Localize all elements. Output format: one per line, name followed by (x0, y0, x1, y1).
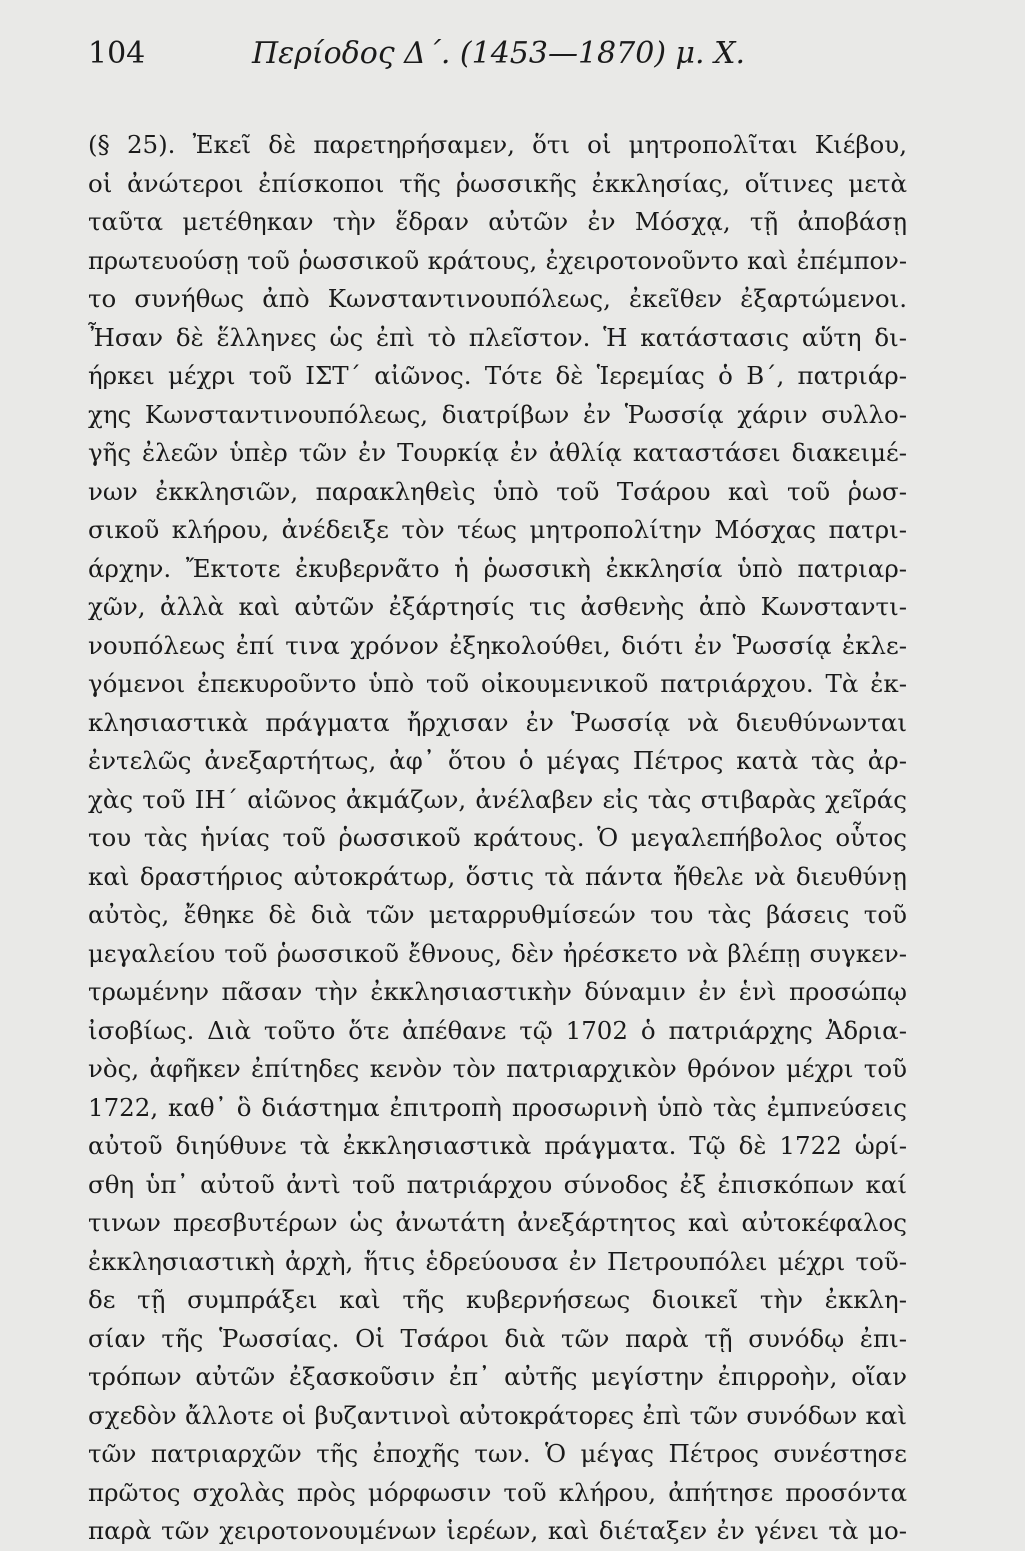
text-line: το συνήθως ἀπὸ Κωνσταντινουπόλεως, ἐκεῖθεν ἐξαρτώμενοι. (88, 284, 907, 313)
text-line: παρὰ τῶν χειροτονουμένων ἱερέων, καὶ διέταξεν ἐν γένει τὰ μο- (88, 1516, 907, 1545)
text-line: γόμενοι ἐπεκυροῦντο ὑπὸ τοῦ οἰκουμενικοῦ πατριάρχου. Τὰ ἐκ- (88, 669, 907, 698)
text-line: ταῦτα μετέθηκαν τὴν ἕδραν αὐτῶν ἐν Μόσχᾳ, τῇ ἀποβάσῃ (88, 207, 907, 236)
text-line: 1722, καθ᾽ ὃ διάστημα ἐπιτροπὴ προσωρινὴ ὑπὸ τὰς ἐμπνεύσεις (88, 1092, 907, 1122)
text-line: τῶν πατριαρχῶν τῆς ἐποχῆς των. Ὁ μέγας Πέτρος συνέστησε (88, 1439, 907, 1468)
text-line: πρωτευούσῃ τοῦ ῥωσσικοῦ κράτους, ἐχειροτονοῦντο καὶ ἐπέμπον- (88, 246, 907, 275)
text-line: χῶν, ἀλλὰ καὶ αὐτῶν ἐξάρτησίς τις ἀσθενὴς ἀπὸ Κωνσταντι- (88, 592, 907, 621)
text-line: νων ἐκκλησιῶν, παρακληθεὶς ὑπὸ τοῦ Τσάρου καὶ τοῦ ῥωσ- (88, 476, 907, 506)
text-line: νὸς, ἀφῆκεν ἐπίτηδες κενὸν τὸν πατριαρχικὸν θρόνον μέχρι τοῦ (88, 1054, 907, 1083)
text-line: τρωμένην πᾶσαν τὴν ἐκκλησιαστικὴν δύναμιν ἐν ἑνὶ προσώπῳ (88, 977, 907, 1006)
text-line: χης Κωνσταντινουπόλεως, διατρίβων ἐν Ῥωσσίᾳ χάριν συλλο- (88, 399, 907, 429)
text-line: μεγαλείου τοῦ ῥωσσικοῦ ἔθνους, δὲν ἠρέσκετο νὰ βλέπῃ συγκεν- (88, 938, 907, 968)
page-number: 104 (88, 36, 146, 71)
body-text (88, 126, 907, 1551)
text-line: σίαν τῆς Ῥωσσίας. Οἱ Τσάροι διὰ τῶν παρὰ τῇ συνόδῳ ἐπι- (88, 1323, 907, 1353)
text-line: οἱ ἀνώτεροι ἐπίσκοποι τῆς ῥωσσικῆς ἐκκλησίας, οἵτινες μετὰ (88, 168, 907, 198)
text-line: αὐτὸς, ἔθηκε δὲ διὰ τῶν μεταρρυθμίσεών του τὰς βάσεις τοῦ (88, 900, 907, 929)
text-line: ἐκκλησιαστικὴ ἀρχὴ, ἥτις ἑδρεύουσα ἐν Πετρουπόλει μέχρι τοῦ- (88, 1246, 907, 1276)
text-line: δε τῇ συμπράξει καὶ τῆς κυβερνήσεως διοικεῖ τὴν ἐκκλη- (88, 1285, 907, 1314)
running-title: Περίοδος Δ΄. (1453—1870) μ. Χ. (252, 36, 746, 71)
text-line: καὶ δραστήριος αὐτοκράτωρ, ὅστις τὰ πάντα ἤθελε νὰ διευθύνῃ (88, 861, 907, 891)
text-line: (§ 25). Ἐκεῖ δὲ παρετηρήσαμεν, ὅτι οἱ μητροπολῖται Κιέβου, (88, 130, 907, 159)
text-line: αὐτοῦ διηύθυνε τὰ ἐκκλησιαστικὰ πράγματα. Τῷ δὲ 1722 ὡρί- (88, 1131, 907, 1160)
text-line: νουπόλεως ἐπί τινα χρόνον ἐξηκολούθει, διότι ἐν Ῥωσσίᾳ ἐκλε- (88, 630, 907, 660)
page-header (88, 36, 907, 106)
text-line: κλησιαστικὰ πράγματα ἤρχισαν ἐν Ῥωσσίᾳ νὰ διευθύνωνται (88, 707, 907, 737)
text-line: πρῶτος σχολὰς πρὸς μόρφωσιν τοῦ κλήρου, ἀπήτησε προσόντα (88, 1477, 907, 1507)
text-line: τρόπων αὐτῶν ἐξασκοῦσιν ἐπ᾽ αὐτῆς μεγίστην ἐπιρροὴν, οἵαν (88, 1362, 907, 1391)
text-line: άρχην. Ἔκτοτε ἐκυβερνᾶτο ἡ ῥωσσικὴ ἐκκλησία ὑπὸ πατριαρ- (88, 553, 907, 583)
text-line: σθη ὑπ᾽ αὐτοῦ ἀντὶ τοῦ πατριάρχου σύνοδος ἐξ ἐπισκόπων καί (88, 1169, 907, 1199)
text-line: χὰς τοῦ ΙΗ΄ αἰῶνος ἀκμάζων, ἀνέλαβεν εἰς τὰς στιβαρὰς χεῖράς (88, 784, 907, 814)
text-line: γῆς ἐλεῶν ὑπὲρ τῶν ἐν Τουρκίᾳ ἐν ἀθλίᾳ καταστάσει διακειμέ- (88, 438, 907, 467)
text-line: του τὰς ἡνίας τοῦ ῥωσσικοῦ κράτους. Ὁ μεγαλεπήβολος οὗτος (88, 823, 907, 852)
text-line: σικοῦ κλήρου, ἀνέδειξε τὸν τέως μητροπολίτην Μόσχας πατρι- (88, 515, 907, 544)
text-line: σχεδὸν ἄλλοτε οἱ βυζαντινοὶ αὐτοκράτορες ἐπὶ τῶν συνόδων καὶ (88, 1400, 907, 1430)
text-line: ήρκει μέχρι τοῦ ΙΣΤ΄ αἰῶνος. Τότε δὲ Ἱερεμίας ὁ Β΄, πατριάρ- (88, 361, 907, 390)
text-line: ἰσοβίως. Διὰ τοῦτο ὅτε ἀπέθανε τῷ 1702 ὁ πατριάρχης Ἀδρια- (88, 1015, 907, 1045)
text-line: τινων πρεσβυτέρων ὡς ἀνωτάτη ἀνεξάρτητος καὶ αὐτοκέφαλος (88, 1208, 907, 1237)
text-line: ἐντελῶς ἀνεξαρτήτως, ἀφ᾽ ὅτου ὁ μέγας Πέτρος κατὰ τὰς ἀρ- (88, 746, 907, 775)
text-line: Ἦσαν δὲ ἕλληνες ὡς ἐπὶ τὸ πλεῖστον. Ἡ κατάστασις αὕτη δι- (88, 322, 907, 352)
